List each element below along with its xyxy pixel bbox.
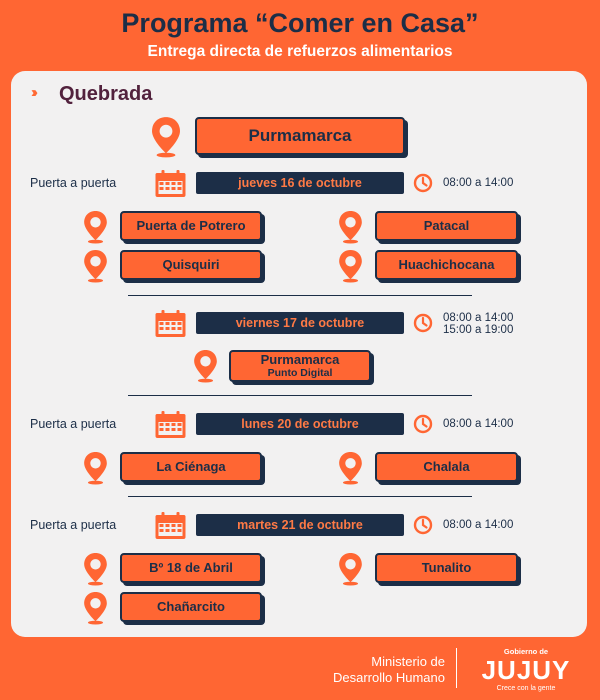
- location-label: Tunalito: [421, 559, 472, 575]
- map-pin-icon: [337, 249, 364, 283]
- location-box: [120, 211, 262, 241]
- time-range: 08:00 a 14:00: [443, 177, 514, 189]
- time-range-line: 15:00 a 19:00: [443, 324, 514, 337]
- location-label: La Ciénaga: [156, 458, 226, 474]
- divider: [128, 395, 472, 396]
- location-box: [375, 452, 518, 482]
- main-location-box: [195, 117, 405, 155]
- location-box: [120, 452, 262, 482]
- calendar-icon: [154, 512, 187, 540]
- time-range: [443, 312, 513, 336]
- location-label: Quisquiri: [162, 256, 220, 272]
- location-label: Chañarcito: [157, 598, 225, 614]
- gov-slogan: Crece con la gente: [496, 685, 556, 692]
- date-badge: lunes 20 de octubre: [196, 413, 404, 435]
- delivery-mode-label: Puerta a puerta: [30, 176, 117, 190]
- delivery-mode-label: Puerta a puerta: [30, 518, 117, 532]
- location-box: [120, 553, 262, 583]
- time-range-line: 08:00 a 14:00: [443, 312, 514, 324]
- map-pin-icon: [82, 451, 109, 485]
- calendar-icon: [154, 170, 187, 198]
- map-pin-icon: [148, 116, 184, 158]
- location-label: Puerta de Potrero: [136, 217, 246, 233]
- divider: [128, 496, 472, 497]
- page-title: Programa “Comer en Casa”: [121, 8, 479, 38]
- gov-label: Gobierno de: [503, 647, 549, 656]
- map-pin-icon: [337, 210, 364, 244]
- main-location-label: Purmamarca: [248, 126, 352, 146]
- location-box: [375, 211, 518, 241]
- ministry-line: Desarrollo Humano: [333, 670, 445, 686]
- location-label: Purmamarca: [260, 351, 340, 367]
- date-badge: martes 21 de octubre: [196, 514, 404, 536]
- location-label: Patacal: [423, 217, 470, 233]
- section-title: Quebrada: [59, 83, 153, 105]
- location-box: [120, 250, 262, 280]
- calendar-icon: [154, 411, 187, 439]
- map-pin-icon: [337, 552, 364, 586]
- calendar-icon: [154, 310, 187, 338]
- location-label: Bº 18 de Abril: [149, 559, 233, 575]
- ministry-line: Ministerio de: [371, 654, 445, 669]
- gov-logo: JUJUY: [481, 655, 571, 685]
- location-label: Huachichocana: [398, 256, 495, 272]
- double-chevron-icon: ›››: [31, 84, 34, 101]
- map-pin-icon: [82, 210, 109, 244]
- location-detail: Punto Digital: [267, 367, 333, 380]
- delivery-mode-label: Puerta a puerta: [30, 417, 117, 431]
- time-range: 08:00 a 14:00: [443, 418, 514, 430]
- clock-icon: [413, 414, 433, 434]
- map-pin-icon: [82, 552, 109, 586]
- location-box: [120, 592, 262, 622]
- clock-icon: [413, 173, 433, 193]
- map-pin-icon: [82, 249, 109, 283]
- location-label: Chalala: [423, 458, 470, 474]
- date-badge: jueves 16 de octubre: [196, 172, 404, 194]
- footer-divider: [456, 648, 457, 688]
- date-badge: viernes 17 de octubre: [196, 312, 404, 334]
- map-pin-icon: [337, 451, 364, 485]
- clock-icon: [413, 313, 433, 333]
- divider: [128, 295, 472, 296]
- location-box: [375, 250, 518, 280]
- page-subtitle: Entrega directa de refuerzos alimentarios: [147, 43, 453, 60]
- map-pin-icon: [82, 591, 109, 625]
- time-range: 08:00 a 14:00: [443, 519, 514, 531]
- ministry-name: [300, 654, 445, 687]
- location-box: [375, 553, 518, 583]
- map-pin-icon: [192, 349, 219, 383]
- location-box: [229, 350, 371, 382]
- clock-icon: [413, 515, 433, 535]
